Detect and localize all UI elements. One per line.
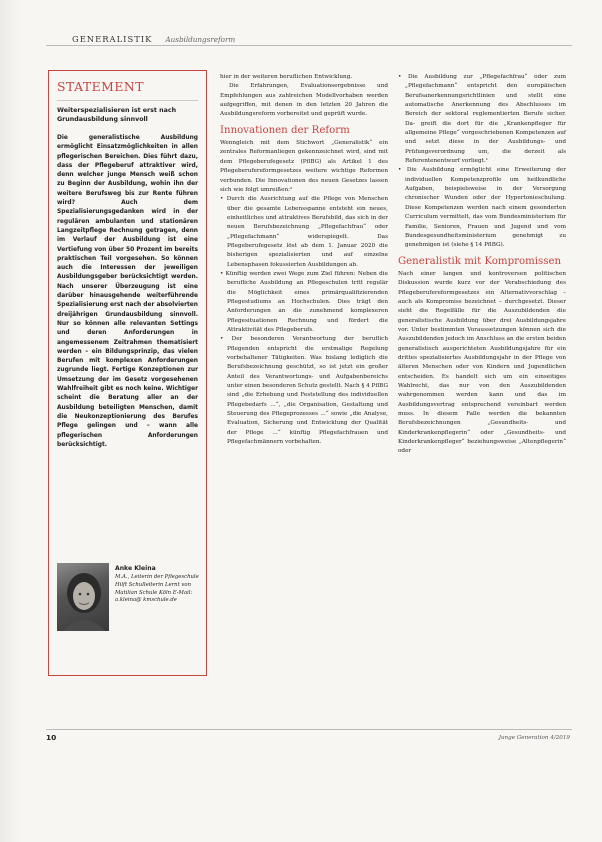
author-bio: M.A., Leiterin der Pflegeschule Hilft Schulleiterin Lernt von Matilian Schule Köln E-Mail: a.kleina@ kmschule.de: [115, 574, 199, 604]
bullet-item: • Der besonderen Verantwortung der beruflich Pflegenden entspricht die erstmalige Regelung vorbehaltener Tätigkeiten. Was bislang lediglich die Berufsbezeichnung geschützt, so ist jetzt ein großer Anteil des Verantwortungs- und Aufgabenbereichs unter einen besonderen Schutz gestellt. Nach § 4 PflBG sind „die Erhebung und Feststellung des individuellen Pflegebedarfs ...“, „die Organisation, Gestaltung und Steuerung des Pflegeprozesses ...“ sowie „die Analyse, Evaluation, Sicherung und Entwicklung der Qualität der Pflege ...“ künftig Pflegefachfrauen und Pflegefachmännern vorbehalten.: [220, 336, 388, 446]
bullet-item: • Künftig werden zwei Wege zum Ziel führen: Neben die berufliche Ausbildung an Pflegeschulen tritt regulär die Möglichkeit eines primärqualifizierenden Pflegestudiums an Hochschulen. Dies trägt den Anforderungen an die zunehmend komplexeren Pflegesituationen Rechnung und fördert die Attraktivität des Pflegeberufs.: [220, 270, 388, 333]
header-divider: [46, 45, 572, 46]
section-heading: Generalistik mit Kompromissen: [398, 255, 562, 267]
statement-divider: [57, 100, 198, 101]
statement-text: Die generalistische Ausbildung ermöglicht Einsatzmöglichkeiten in allen pflegerischen Bereichen. Dies führt dazu, dass der Pflegeberuf attraktiver wird, denn welcher junge Mensch weiß schon zu Beginn der Ausbildung, wohin ihn der weitere Berufsweg bis zur Rente führen wird? Auch dem Spezialisierungsgedanken wird in der regulären ambulanten und stationären Langzeitpflege Rechnung getragen, denn im Verlauf der Ausbildung ist eine Vertiefung von über 50 Prozent im bereits praktischen Teil vorgesehen. So können auch die Interessen der jeweiligen Ausbildungsgeber berücksichtigt werden. Nach unserer Überzeugung ist eine darüber hinausgehende weiterführende Spezialisierung erst nach der absolvierten dreijährigen Grundausbildung sinnvoll. Nur so können alle relevanten Settings und deren Anforderungen in angemessenem Zeitrahmen thematisiert werden – ein Bildungsprinzip, das vielen Berufen mit komplexen Anforderungen zugrunde liegt. Fertige Konzeptionen zur Umsetzung der im Gesetz vorgesehenen Wahlfreiheit gibt es noch keine. Wichtiger scheint die Beratung aller an der Ausbildung beteiligten Menschen, damit die Neukonzeptionierung des Berufes Pflege gelingen und – wann alle pflegerischen Anforderungen berücksichtigt.: [57, 135, 198, 448]
footer-divider: [46, 729, 572, 730]
statement-title: STATEMENT: [57, 79, 144, 94]
bullet-item: • Die Ausbildung zur „Pflegefachfrau“ oder zum „Pflegefachmann“ entspricht den europäischen Berufsanerkennungsrichtlinien und stellt eine automatische Anerkennung des Abschlusses im Bereich der sektoral reglementierten Berufe sicher. Da- greift die dort für die „Krankenpfleger für allgemeine Pflege“ vorgeschriebenen Kompetenzen auf und setzt diese in der Ausbildungs- und Prüfungsverordnung um, die derzeit als Referentenentwurf vorliegt.¹: [398, 74, 566, 165]
scan-shadow: [0, 0, 22, 842]
paragraph: Wenngleich mit dem Stichwort „Generalistik“ ein zentrales Reformanliegen gekennzeichnet wird, sind mit dem Pflegeberufegesetz (PflBG) als Artikel 1 des Pflegeberufereformgesetzes weitere wichtige Reformen verbunden. Die Innovationen des neuen Gesetzes lassen sich wie folgt umreißen:²: [220, 140, 388, 193]
magazine-issue: Junge Generation 4/2019: [498, 735, 570, 741]
page-number: 10: [46, 733, 57, 742]
bullet-item: • Durch die Ausrichtung auf die Pflege von Menschen über die gesamte Lebensspanne entsteht ein neues, einheitliches und attraktives Berufsbild, das sich in der neuen Berufsbezeichnung „Pflegefachfrau“ oder „Pflegefachmann“ widerspiegelt. Das Pflegeberufegesetz löst ab dem 1. Januar 2020 die bisherigen spezialisierten und auf einzelne Lebensphasen fokussierten Ausbildungen ab.: [220, 196, 388, 268]
author-block: [57, 563, 202, 663]
page-header: [72, 27, 236, 44]
portrait-image: [57, 563, 109, 631]
section-heading: Innovationen der Reform: [220, 124, 350, 136]
statement-box: [48, 70, 207, 676]
article-column-2: [220, 73, 388, 447]
paragraph: Nach einer langen und kontroversen politischen Diskussion wurde kurz vor der Verabschiedung des Pflegeberufereformgesetzes ein Alternativvorschlag – auch als Kompromiss bezeichnet – durchgesetzt. Dieser sieht die Regelfälle für die Auszubildenden die generalistische Ausbildung über drei Ausbildungsjahre vor. Unter bestimmten Voraussetzungen können sich die Auszubildenden jedoch im Anschluss an die ersten beiden generalistisch ausgerichteten Ausbildungsjahre für ein drittes spezialisiertes Ausbildungsjahr in der Pflege von älteren Menschen oder von Kindern und Jugendlichen entscheiden. Es handelt sich um ein einseitiges Wahlrecht, das nur von den Auszubildenden wahrgenommen werden kann und das im Ausbildungsvertrag entsprechend vereinbart werden muss. In diesem Falle werden die bekannten Berufsbezeichnungen „Gesundheits- und Kinderkrankenpflegerin“ oder „Gesundheits- und Kinderkrankenpfleger“ beziehungsweise „Altenpflegerin“ oder: [398, 270, 566, 455]
column-intro: hier in der weiteren beruflichen Entwicklung.: [220, 74, 353, 80]
section-subtitle: Ausbildungsreform: [165, 35, 236, 44]
article-column-3: [398, 73, 566, 457]
author-photo: [57, 563, 109, 631]
statement-headline: Weiterspezialisieren ist erst nach Grundausbildung sinnvoll: [57, 107, 177, 123]
section-title: GENERALISTIK: [72, 34, 153, 44]
bullet-item: • Die Ausbildung ermöglicht eine Erweiterung der individuellen Kompetenzprofile um heilkundliche Aufgaben, beispielsweise in der Versorgung chronischer Wunden oder der Hypertonieschulung. Diese Kompetenzen werden nach einem gesonderten Curriculum vermittelt, das vom Bundesministerium für Familie, Senioren, Frauen und Jugend und vom Bundesgesundheitsministerium genehmigt zu genehmigen ist (siehe § 14 PflBG).: [398, 167, 566, 249]
author-name: Anke Kleina: [115, 565, 156, 572]
paragraph: Die Erfahrungen, Evaluationsergebnisse und Empfehlungen aus zahlreichen Modellvorhaben werden aufgegriffen, mit denen in den letzten 20 Jahren die Ausbildungsreform vorbereitet und geprüft wurde.: [220, 83, 388, 118]
